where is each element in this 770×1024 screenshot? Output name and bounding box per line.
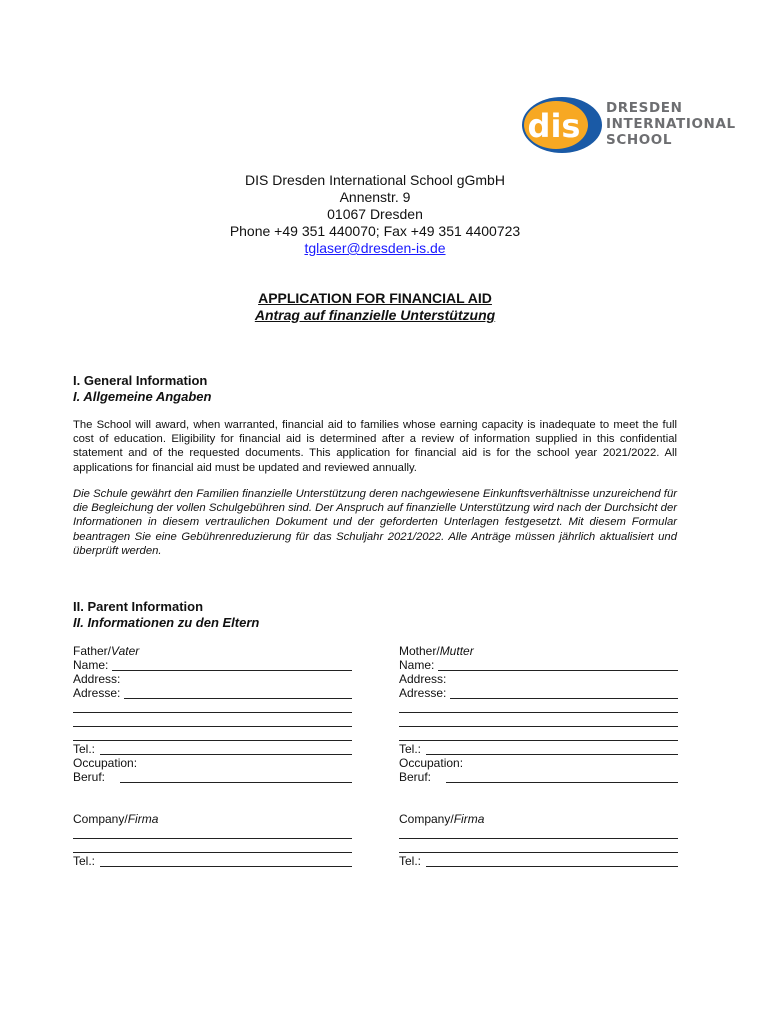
- section-2-heading-de: II. Informationen zu den Eltern: [73, 615, 260, 630]
- mother-address-label: Address:: [399, 672, 447, 686]
- father-address-field-4[interactable]: [73, 740, 352, 741]
- father-name-label: Name:: [73, 658, 109, 672]
- father-company-de: Firma: [127, 812, 159, 826]
- mother-occupation-label: Occupation:: [399, 756, 464, 770]
- org-name: DIS Dresden International School gGmbH: [245, 172, 505, 188]
- mother-address-field-4[interactable]: [399, 740, 678, 741]
- father-address-label: Address:: [73, 672, 121, 686]
- section-1-paragraph-en: The School will award, when warranted, financial aid to families whose earning capacity is inadequate to meet the full cost of education. Eligibility for financial aid is determined after a review of information supplied in this confidential statement and of the requested documents. This application for financial aid is for the school year 2021/2022. All applications for financial aid must be updated and reviewed annually.: [73, 419, 677, 474]
- father-beruf-label: Beruf:: [73, 770, 106, 784]
- mother-address-field-2[interactable]: [399, 712, 678, 713]
- mother-name-label: Name:: [399, 658, 435, 672]
- mother-tel-label: Tel.:: [399, 742, 422, 756]
- father-adresse-label: Adresse:: [73, 686, 121, 700]
- mother-beruf-label: Beruf:: [399, 770, 432, 784]
- mother-title: [399, 644, 474, 658]
- section-1-heading: [73, 373, 211, 405]
- email-link[interactable]: tglaser@dresden-is.de: [304, 240, 446, 256]
- father-company-tel-label: Tel.:: [73, 854, 96, 868]
- mother-company-field-2[interactable]: [399, 852, 678, 853]
- father-company-en: Company/: [73, 812, 128, 826]
- mother-title-de: Mutter: [439, 644, 474, 658]
- father-company-field-2[interactable]: [73, 852, 352, 853]
- school-logo: [518, 88, 744, 160]
- section-1-heading-de: I. Allgemeine Angaben: [73, 389, 212, 404]
- title-de: Antrag auf finanzielle Unterstützung: [254, 307, 496, 323]
- father-tel-label: Tel.:: [73, 742, 96, 756]
- mother-occupation-field[interactable]: [446, 782, 678, 783]
- mother-company-tel-label: Tel.:: [399, 854, 422, 868]
- mother-adresse-label: Adresse:: [399, 686, 447, 700]
- logo-wordmark: [606, 100, 736, 148]
- father-occupation-field[interactable]: [120, 782, 352, 783]
- title-en: APPLICATION FOR FINANCIAL AID: [258, 290, 492, 306]
- city: 01067 Dresden: [327, 206, 423, 222]
- mother-address-field-1[interactable]: [450, 698, 678, 699]
- logo-line-1: DRESDEN: [606, 100, 683, 116]
- father-title: [73, 644, 139, 658]
- mother-name-field[interactable]: [438, 670, 678, 671]
- section-2-heading-en: II. Parent Information: [73, 599, 204, 614]
- mother-company-label: [399, 812, 484, 826]
- father-address-field-3[interactable]: [73, 726, 352, 727]
- address-block: [0, 172, 750, 257]
- document-title: [0, 290, 750, 324]
- father-company-field-1[interactable]: [73, 838, 352, 839]
- father-address-field-1[interactable]: [124, 698, 352, 699]
- mother-tel-field[interactable]: [426, 754, 678, 755]
- father-company-label: [73, 812, 158, 826]
- mother-company-de: Firma: [453, 812, 485, 826]
- mother-company-en: Company/: [399, 812, 454, 826]
- street: Annenstr. 9: [339, 189, 411, 205]
- mother-title-en: Mother/: [399, 644, 440, 658]
- logo-line-2: INTERNATIONAL: [606, 116, 736, 132]
- mother-company-field-1[interactable]: [399, 838, 678, 839]
- father-title-en: Father/: [73, 644, 112, 658]
- phone-fax: Phone +49 351 440070; Fax +49 351 4400723: [229, 223, 521, 239]
- dis-logo-icon: [518, 88, 608, 160]
- father-occupation-label: Occupation:: [73, 756, 138, 770]
- section-2-heading: [73, 599, 259, 631]
- mother-company-tel-field[interactable]: [426, 866, 678, 867]
- father-title-de: Vater: [111, 644, 140, 658]
- father-name-field[interactable]: [112, 670, 352, 671]
- father-company-tel-field[interactable]: [100, 866, 352, 867]
- section-1-heading-en: I. General Information: [73, 373, 208, 388]
- father-tel-field[interactable]: [100, 754, 352, 755]
- section-1-paragraph-de: Die Schule gewährt den Familien finanzielle Unterstützung deren nachgewiesene Einkunftsverhältnisse unzureichend für die Begleichung der vollen Schulgebühren sind. Der Anspruch auf finanzielle Unterstützung wird nach der Durchsicht der Informationen in diesem vertraulichen Dokument und der geforderten Unterlagen festgesetzt. Mit diesem Formular beantragen Sie eine Gebührenreduzierung für das Schuljahr 2021/2022. Alle Anträge müssen jährlich aktualisiert und überprüft werden.: [73, 488, 677, 557]
- logo-line-3: SCHOOL: [606, 132, 673, 148]
- logo-mark: dis: [527, 107, 581, 145]
- mother-address-field-3[interactable]: [399, 726, 678, 727]
- father-address-field-2[interactable]: [73, 712, 352, 713]
